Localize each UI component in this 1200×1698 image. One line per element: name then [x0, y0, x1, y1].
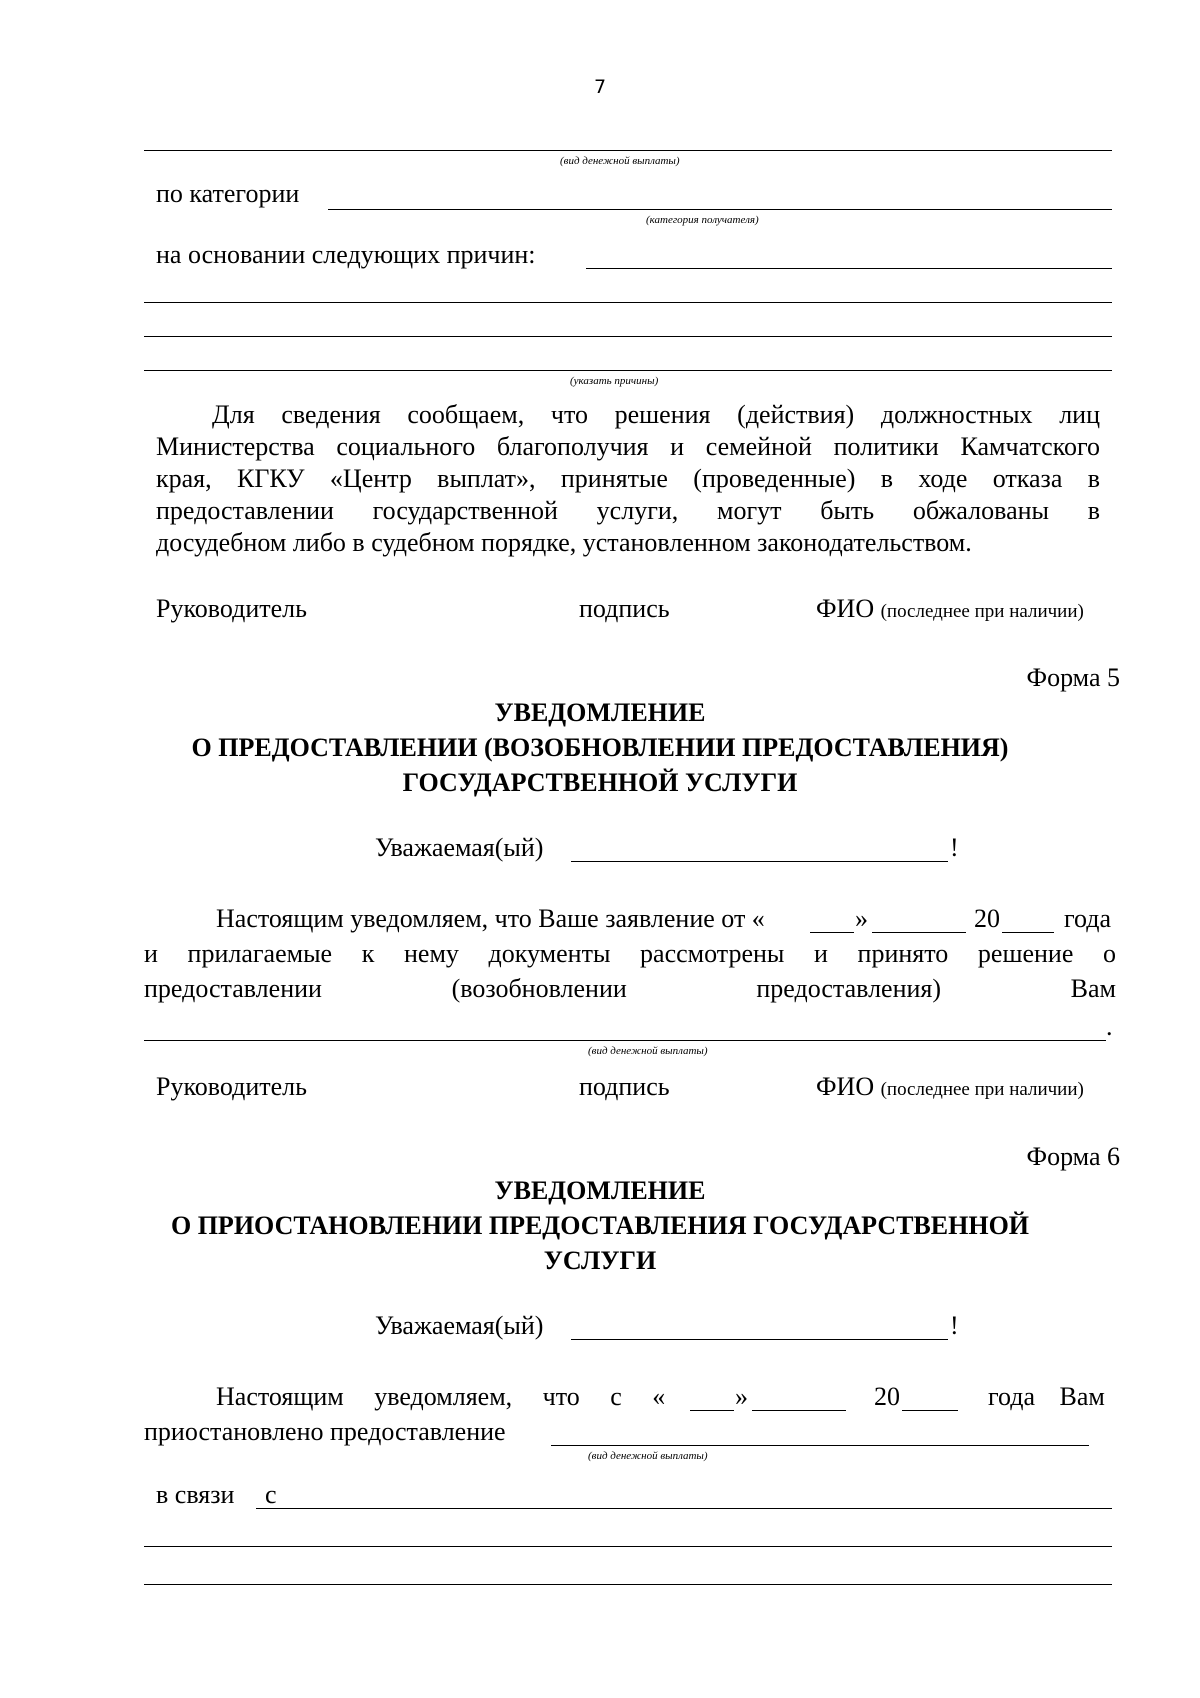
form6-due-to-with: с — [265, 1480, 277, 1509]
form5-label: Форма 5 — [1026, 663, 1120, 692]
form5-salutation: Уважаемая(ый) — [375, 833, 544, 862]
form6-reason-line-1[interactable] — [256, 1508, 1112, 1509]
form5-body-line-2: и прилагаемые к нему документы рассмотрены и принято решение о — [144, 939, 1116, 968]
signature-sign-label: подпись — [579, 594, 670, 623]
form5-title-line-3: ГОСУДАРСТВЕННОЙ УСЛУГИ — [402, 768, 798, 797]
form5-payment-type-hint: (вид денежной выплаты) — [588, 1045, 708, 1057]
signature-fio-label: ФИО — [816, 594, 875, 623]
form6-year-prefix: 20 — [874, 1382, 900, 1411]
form5-day-blank[interactable] — [810, 932, 854, 933]
reasons-label: на основании следующих причин: — [156, 240, 536, 269]
payment-type-line — [144, 150, 1112, 151]
form6-reason-line-2[interactable] — [144, 1546, 1112, 1547]
form5-addressee-line[interactable] — [571, 861, 948, 862]
form6-body-start: Настоящим уведомляем, что с « — [216, 1382, 666, 1411]
appeal-line-2: Министерства социального благополучия и семейной политики Камчатского — [156, 432, 1100, 461]
reasons-input-line[interactable] — [586, 268, 1112, 269]
form6-title-line-2: О ПРИОСТАНОВЛЕНИИ ПРЕДОСТАВЛЕНИЯ ГОСУДАРСТВЕННОЙ — [170, 1211, 1030, 1240]
form6-salutation: Уважаемая(ый) — [375, 1311, 544, 1340]
form6-payment-type-hint: (вид денежной выплаты) — [588, 1450, 708, 1462]
form5-exclamation: ! — [950, 833, 959, 862]
payment-type-hint: (вид денежной выплаты) — [560, 155, 680, 167]
form6-quote-close: » — [735, 1382, 748, 1411]
form5-signature-sign-label: подпись — [579, 1072, 670, 1101]
form6-title-line-3: УСЛУГИ — [543, 1246, 657, 1275]
appeal-line-3: края, КГКУ «Центр выплат», принятые (проведенные) в ходе отказа в — [156, 464, 1100, 493]
form5-body-line-3: предоставлении (возобновлении предоставления) Вам — [144, 974, 1116, 1003]
form6-exclamation: ! — [950, 1311, 959, 1340]
form5-title-line-1: УВЕДОМЛЕНИЕ — [494, 698, 706, 727]
form5-signature-head-label: Руководитель — [156, 1072, 307, 1101]
signature-fio-note: (последнее при наличии) — [880, 601, 1084, 622]
form6-title-line-1: УВЕДОМЛЕНИЕ — [494, 1176, 706, 1205]
form5-signature-fio-block — [816, 1072, 1084, 1102]
form5-month-blank[interactable] — [872, 932, 966, 933]
form5-payment-type-line[interactable] — [144, 1040, 1106, 1041]
reasons-line-4[interactable] — [144, 370, 1112, 371]
form6-due-to-label: в связи — [156, 1480, 235, 1509]
form6-label: Форма 6 — [1026, 1142, 1120, 1171]
form6-reason-line-3[interactable] — [144, 1584, 1112, 1585]
category-label: по категории — [156, 179, 300, 208]
appeal-line-1: Для сведения сообщаем, что решения (действия) должностных лиц — [212, 400, 1100, 429]
form5-quote-close: » — [855, 904, 868, 933]
form6-suspended-label: приостановлено предоставление — [144, 1417, 506, 1446]
form5-year-prefix: 20 — [974, 904, 1000, 933]
form5-year-suffix: года — [1064, 904, 1112, 933]
form6-payment-type-line[interactable] — [551, 1445, 1089, 1446]
form5-body-start: Настоящим уведомляем, что Ваше заявление от « — [216, 904, 765, 933]
recipient-category-hint: (категория получателя) — [646, 214, 759, 226]
form5-period: . — [1106, 1012, 1113, 1041]
form5-year-blank[interactable] — [1002, 932, 1054, 933]
form6-year-suffix: года Вам — [988, 1382, 1105, 1411]
reasons-hint: (указать причины) — [570, 375, 659, 387]
form6-month-blank[interactable] — [752, 1410, 846, 1411]
page-number: 7 — [593, 76, 607, 98]
form6-addressee-line[interactable] — [571, 1339, 948, 1340]
signature-fio-block — [816, 594, 1084, 624]
signature-head-label: Руководитель — [156, 594, 307, 623]
form5-signature-fio-label: ФИО — [816, 1072, 875, 1101]
category-input-line[interactable] — [328, 209, 1112, 210]
form6-day-blank[interactable] — [690, 1410, 734, 1411]
form6-year-blank[interactable] — [902, 1410, 958, 1411]
appeal-line-4: предоставлении государственной услуги, могут быть обжалованы в — [156, 496, 1100, 525]
form5-title-line-2: О ПРЕДОСТАВЛЕНИИ (ВОЗОБНОВЛЕНИИ ПРЕДОСТАВЛЕНИЯ) — [191, 733, 1009, 762]
form5-signature-fio-note: (последнее при наличии) — [880, 1079, 1084, 1100]
appeal-line-5: досудебном либо в судебном порядке, установленном законодательством. — [156, 528, 972, 557]
reasons-line-2[interactable] — [144, 302, 1112, 303]
reasons-line-3[interactable] — [144, 336, 1112, 337]
